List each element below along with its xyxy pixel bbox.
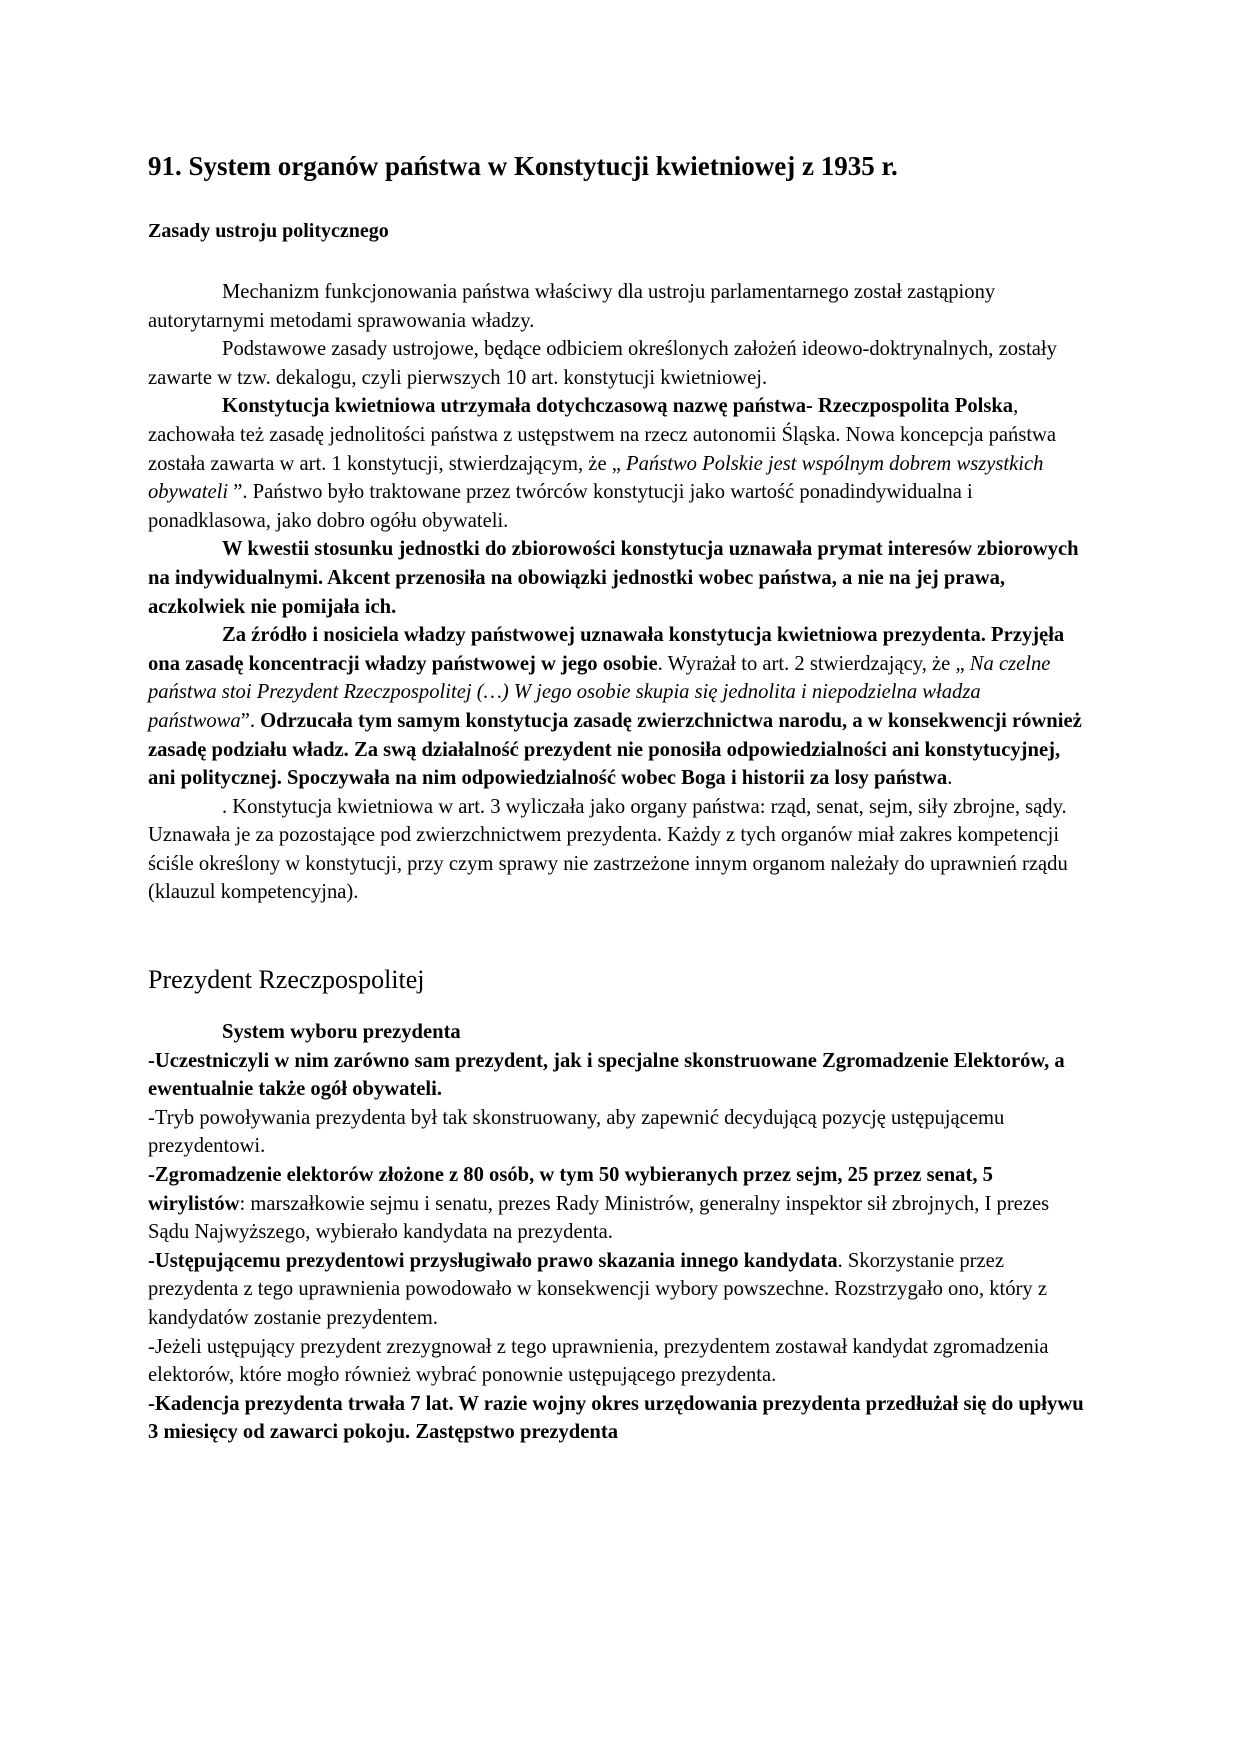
paragraph-state-organs: . Konstytucja kwietniowa w art. 3 wyliczała jako organy państwa: rząd, senat, sejm, siły zbrojne, sądy. Uznawała je za pozostające pod zwierzchnictwem prezydenta. Każdy z tych organów miał zakres kompetencji ściśle określony w konstytucji, przy czym sprawy nie zastrzeżone innym organom należały do uprawnień rządu (klauzul kompetencyjna). (148, 795, 1068, 904)
paragraph-source-of-power (148, 621, 1088, 793)
text: : marszałkowie sejmu i senatu, prezes Rady Ministrów, generalny inspektor sił zbrojnych, I prezes Sądu Najwyższego, wybierało kandydata na prezydenta. (148, 1192, 1050, 1244)
text: . Wyrażał to art. 2 stwierdzający, że „ (657, 652, 970, 675)
text: , zachowała też zasadę jednolitości państwa z ustępstwem na rzecz autonomii Śląska. Nowa koncepcja państwa została zawarta w art. 1 konstytucji, stwierdzającym, że „ (148, 395, 1057, 475)
bold-text: -Zgromadzenie elektorów złożone z 80 osób, w tym 50 wybieranych przez sejm, 25 przez senat, 5 wirylistów (148, 1164, 993, 1215)
paragraph-individual-collective: W kwestii stosunku jednostki do zbiorowości konstytucja uznawała prymat interesów zbiorowych na indywidualnymi. Akcent przenosiła na obowiązki jednostki wobec państwa, a nie na jej prawa, aczkolwiek nie pomijała ich. (148, 538, 1079, 618)
document-content (148, 150, 1088, 1447)
paragraph-principles: Podstawowe zasady ustrojowe, będące odbiciem określonych założeń ideowo-doktrynalnych, zostały zawarte w tzw. dekalogu, czyli pierwszych 10 art. konstytucji kwietniowej. (148, 338, 1057, 389)
bold-text: Konstytucja kwietniowa utrzymała dotychczasową nazwę państwa- Rzeczpospolita Polska (222, 395, 1014, 418)
list-item: -Uczestniczyli w nim zarówno sam prezydent, jak i specjalne skonstruowane Zgromadzenie Elektorów, a ewentualnie także ogół obywateli. (148, 1049, 1065, 1101)
bold-text: Odrzucała tym samym konstytucja zasadę zwierzchnictwa narodu, a w konsekwencji również zasadę podziału władz. Za swą działalność prezydent nie ponosiła odpowiedzialności ani konstytucyjnej, ani politycznej. Spoczywała na nim odpowiedzialność wobec Boga i historii za losy państwa (148, 709, 1082, 790)
spacer (148, 907, 1088, 964)
bold-text: -Ustępującemu prezydentowi przysługiwało prawo skazania innego kandydata (148, 1249, 838, 1272)
text: . Skorzystanie przez prezydenta z tego uprawnienia powodowało w konsekwencji wybory powszechne. Rozstrzygało ono, który z kandydatów zostanie prezydentem. (148, 1249, 1047, 1329)
text: ”. (240, 709, 261, 732)
italic-quote: Na czelne państwa stoi Prezydent Rzeczpospolitej (…) W jego osobie skupia się jednolita i niepodzielna władza państwowa (148, 652, 1051, 732)
italic-quote: Państwo Polskie jest wspólnym dobrem wszystkich obywateli (148, 452, 1044, 504)
text: . (947, 767, 953, 790)
bold-text: Za źródło i nosiciela władzy państwowej uznawała konstytucja kwietniowa prezydenta. Przyjęła ona zasadę koncentracji władzy państwowej w jego osobie (148, 624, 1065, 675)
list-item (148, 1247, 1088, 1333)
text: ”. Państwo było traktowane przez twórców konstytucji jako wartość ponadindywidualna i ponadklasowa, jako dobro ogółu obywateli. (148, 481, 973, 532)
subheading-election-system: System wyboru prezydenta (222, 1021, 461, 1044)
section-heading-principles: Zasady ustroju politycznego (148, 220, 389, 242)
list-item: -Tryb powoływania prezydenta był tak skonstruowany, aby zapewnić decydującą pozycję ustępującemu prezydentowi. (148, 1106, 1005, 1158)
list-item: -Jeżeli ustępujący prezydent zrezygnował z tego uprawnienia, prezydentem zostawał kandydat zgromadzenia elektorów, które mogło również wybrać ponownie ustępującego prezydenta. (148, 1335, 1049, 1387)
list-item (148, 1161, 1088, 1247)
list-item: -Kadencja prezydenta trwała 7 lat. W razie wojny okres urzędowania prezydenta przedłużał się do upływu 3 miesięcy od zawarci pokoju. Zastępstwo prezydenta (148, 1392, 1084, 1444)
section-heading-president: Prezydent Rzeczpospolitej (148, 965, 425, 995)
paragraph-mechanism: Mechanizm funkcjonowania państwa właściwy dla ustroju parlamentarnego został zastąpiony autorytarnymi metodami sprawowania władzy. (148, 281, 996, 332)
document-title: 91. System organów państwa w Konstytucji kwietniowej z 1935 r. (148, 151, 898, 181)
paragraph-state-name (148, 392, 1088, 535)
